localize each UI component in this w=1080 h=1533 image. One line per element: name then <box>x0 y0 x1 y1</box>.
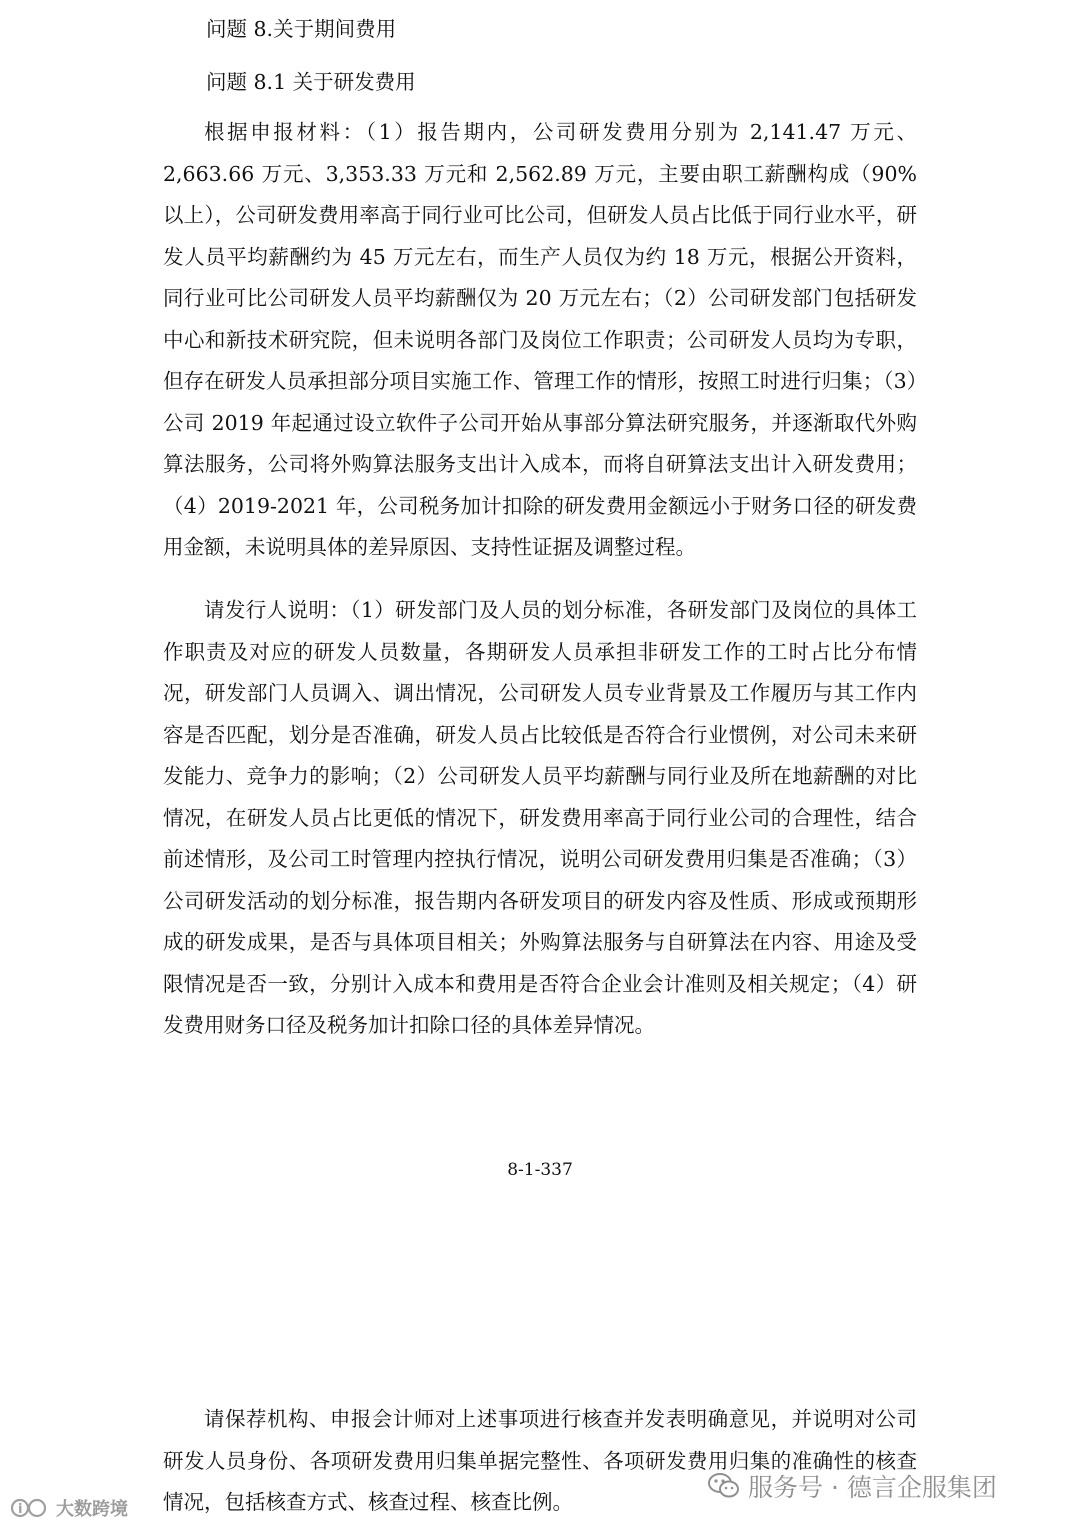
watermark-left <box>10 1495 128 1521</box>
paragraph-issuer-request: 请发行人说明：（1）研发部门及人员的划分标准，各研发部门及岗位的具体工作职责及对应的研发人员数量，各期研发人员承担非研发工作的工时占比分布情况，研发部门人员调入、调出情况，公司研发人员专业背景及工作履历与其工作内容是否匹配，划分是否准确，研发人员占比较低是否符合行业惯例，对公司未来研发能力、竞争力的影响；（2）公司研发人员平均薪酬与同行业及所在地薪酬的对比情况，在研发人员占比更低的情况下，研发费用率高于同行业公司的合理性，结合前述情形，及公司工时管理内控执行情况，说明公司研发费用归集是否准确；（3）公司研发活动的划分标准，报告期内各研发项目的研发内容及性质、形成或预期形成的研发成果，是否与具体项目相关；外购算法服务与自研算法在内容、用途及受限情况是否一致，分别计入成本和费用是否符合企业会计准则及相关规定；（4）研发费用财务口径及税务加计扣除口径的具体差异情况。 <box>163 598 917 1037</box>
paragraph-sponsor-request: 请保荐机构、申报会计师对上述事项进行核查并发表明确意见，并说明对公司研发人员身份、各项研发费用归集单据完整性、各项研发费用归集的准确性的核查情况，包括核查方式、核查过程、核查比例。 <box>163 1407 917 1514</box>
svg-text:i: i <box>18 1502 23 1517</box>
section-heading: 问题 8.关于期间费用 <box>206 17 397 41</box>
watermark-right-text: 服务号 · 德言企服集团 <box>748 1473 997 1502</box>
page-number: 8-1-337 <box>507 1160 573 1180</box>
idc-logo-icon <box>10 1496 50 1520</box>
wechat-icon <box>708 1472 740 1500</box>
watermark-right <box>708 1468 997 1504</box>
paragraph-materials: 根据申报材料：（1）报告期内，公司研发费用分别为 2,141.47 万元、2,663.66 万元、3,353.33 万元和 2,562.89 万元，主要由职工薪酬构成（90%以上），公司研发费用率高于同行业可比公司，但研发人员占比低于同行业水平，研发人员平均薪酬约为 45 万元左右，而生产人员仅为约 18 万元，根据公开资料，同行业可比公司研发人员平均薪酬仅为 20 万元左右；（2）公司研发部门包括研发中心和新技术研究院，但未说明各部门及岗位工作职责；公司研发人员均为专职，但存在研发人员承担部分项目实施工作、管理工作的情形，按照工时进行归集；（3）公司 2019 年起通过设立软件子公司开始从事部分算法研究服务，并逐渐取代外购算法服务，公司将外购算法服务支出计入成本，而将自研算法支出计入研发费用；（4）2019-2021 年，公司税务加计扣除的研发费用金额远小于财务口径的研发费用金额，未说明具体的差异原因、支持性证据及调整过程。 <box>163 120 917 559</box>
watermark-left-text: 大数跨境 <box>56 1499 128 1520</box>
subsection-heading: 问题 8.1 关于研发费用 <box>206 70 416 94</box>
